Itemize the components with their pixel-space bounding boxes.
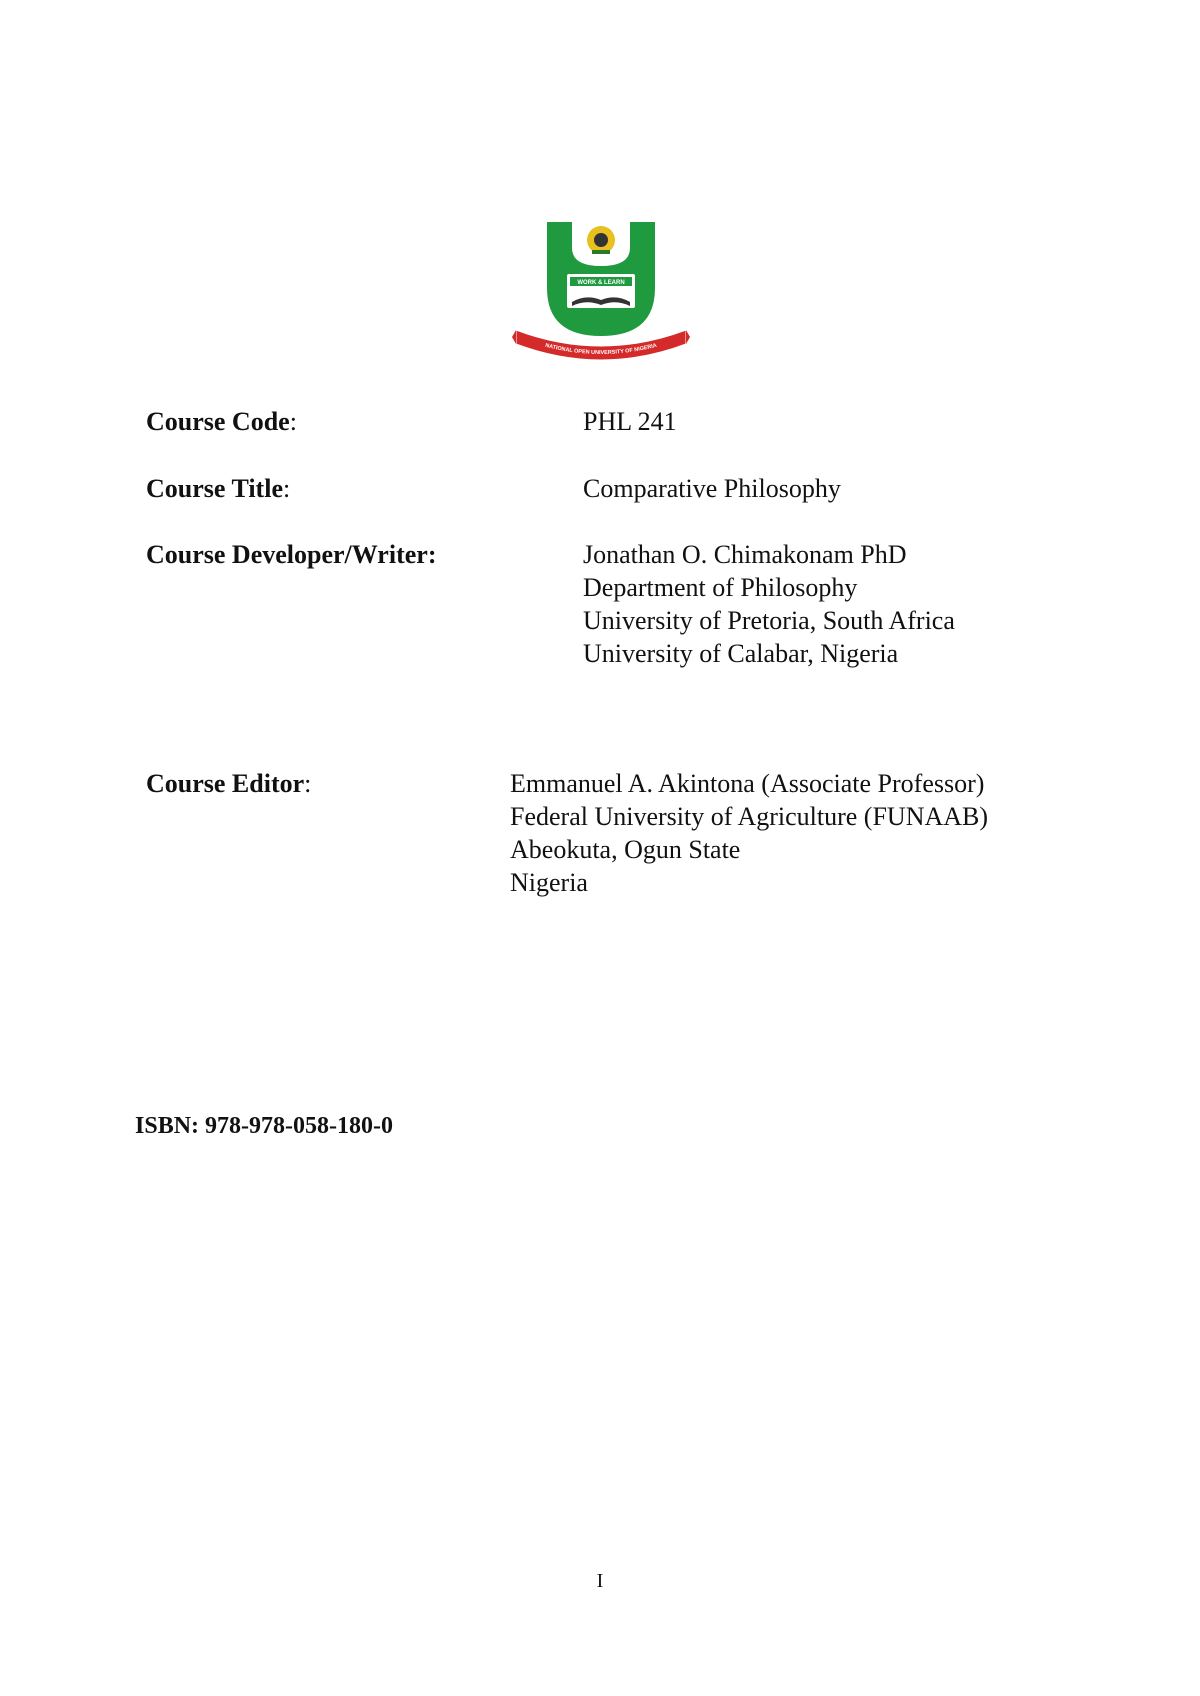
value-line: Federal University of Agriculture (FUNAAB)	[510, 802, 989, 831]
isbn: ISBN: 978-978-058-180-0	[135, 1113, 393, 1139]
ribbon-text: NATIONAL OPEN UNIVERSITY OF NIGERIA	[544, 342, 658, 357]
value-line: Comparative Philosophy	[583, 474, 841, 503]
course-editor-value	[510, 767, 988, 899]
course-editor-label: Course Editor:	[146, 769, 312, 798]
value-line: University of Calabar, Nigeria	[583, 639, 899, 668]
course-title-label: Course Title:	[146, 474, 291, 503]
course-title-value	[583, 472, 841, 505]
value-line: Abeokuta, Ogun State	[510, 835, 741, 864]
value-line: PHL 241	[583, 407, 677, 436]
course-developer-value	[583, 538, 955, 670]
value-line: Emmanuel A. Akintona (Associate Professor)	[510, 769, 985, 798]
value-line: University of Pretoria, South Africa	[583, 606, 955, 635]
value-line: Department of Philosophy	[583, 573, 858, 602]
course-code-label: Course Code:	[146, 407, 297, 436]
course-developer-label: Course Developer/Writer:	[146, 540, 437, 569]
value-line: Jonathan O. Chimakonam PhD	[583, 540, 907, 569]
nou-crest-logo	[512, 218, 690, 366]
value-line: Nigeria	[510, 868, 588, 897]
page-number: I	[596, 1570, 604, 1592]
motto-text: WORK & LEARN	[577, 280, 625, 286]
course-code-value	[583, 405, 677, 438]
